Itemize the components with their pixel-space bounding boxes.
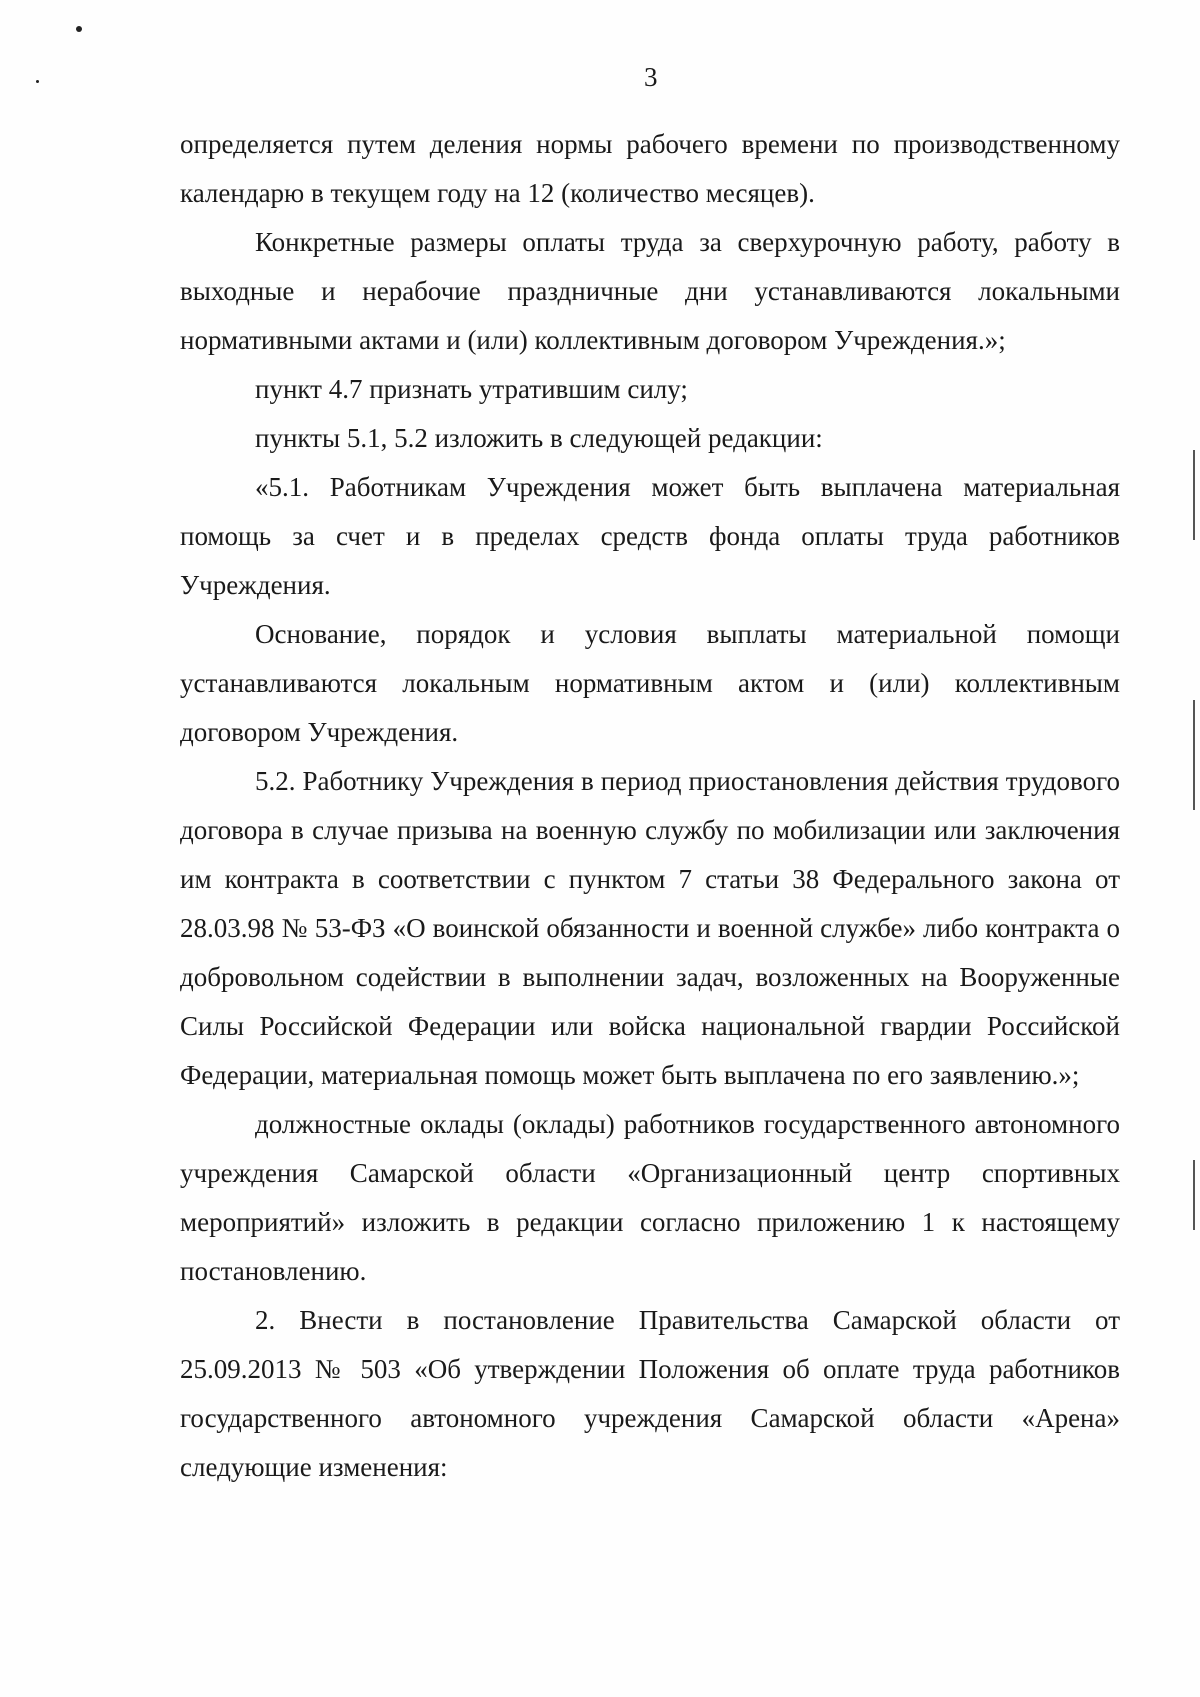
- scan-edge-line: [1193, 1160, 1195, 1230]
- paragraph: 2. Внести в постановление Правительства Самарской области от 25.09.2013 № 503 «Об утверждении Положения об оплате труда работников государственного автономного учреждения Самарской области «Арена» следующие изменения:: [180, 1305, 1120, 1482]
- paragraph: Основание, порядок и условия выплаты материальной помощи устанавливаются локальным нормативным актом и (или) коллективным договором Учреждения.: [180, 619, 1120, 747]
- scan-speck: [76, 26, 82, 32]
- paragraph: пункты 5.1, 5.2 изложить в следующей редакции:: [255, 423, 823, 453]
- paragraph: определяется путем деления нормы рабочего времени по производственному календарю в текущем году на 12 (количество месяцев).: [180, 129, 1120, 208]
- scan-speck: [36, 80, 39, 83]
- page-number: 3: [644, 62, 658, 92]
- paragraph: Конкретные размеры оплаты труда за сверхурочную работу, работу в выходные и нерабочие праздничные дни устанавливаются локальными нормативными актами и (или) коллективным договором Учреждения.»;: [180, 227, 1120, 355]
- paragraph: должностные оклады (оклады) работников государственного автономного учреждения Самарской области «Организационный центр спортивных мероприятий» изложить в редакции согласно приложению 1 к настоящему постановлению.: [180, 1109, 1120, 1286]
- paragraph: 5.2. Работнику Учреждения в период приостановления действия трудового договора в случае призыва на военную службу по мобилизации или заключения им контракта в соответствии с пунктом 7 статьи 38 Федерального закона от 28.03.98 № 53-ФЗ «О воинской обязанности и военной службе» либо контракта о добровольном содействии в выполнении задач, возложенных на Вооруженные Силы Российской Федерации или войска национальной гвардии Российской Федерации, материальная помощь может быть выплачена по его заявлению.»;: [180, 766, 1120, 1090]
- paragraph: «5.1. Работникам Учреждения может быть выплачена материальная помощь за счет и в пределах средств фонда оплаты труда работников Учреждения.: [180, 472, 1120, 600]
- document-body: [180, 120, 1120, 1492]
- scan-edge-line: [1193, 450, 1195, 540]
- scan-edge-line: [1193, 700, 1195, 810]
- paragraph: пункт 4.7 признать утратившим силу;: [255, 374, 688, 404]
